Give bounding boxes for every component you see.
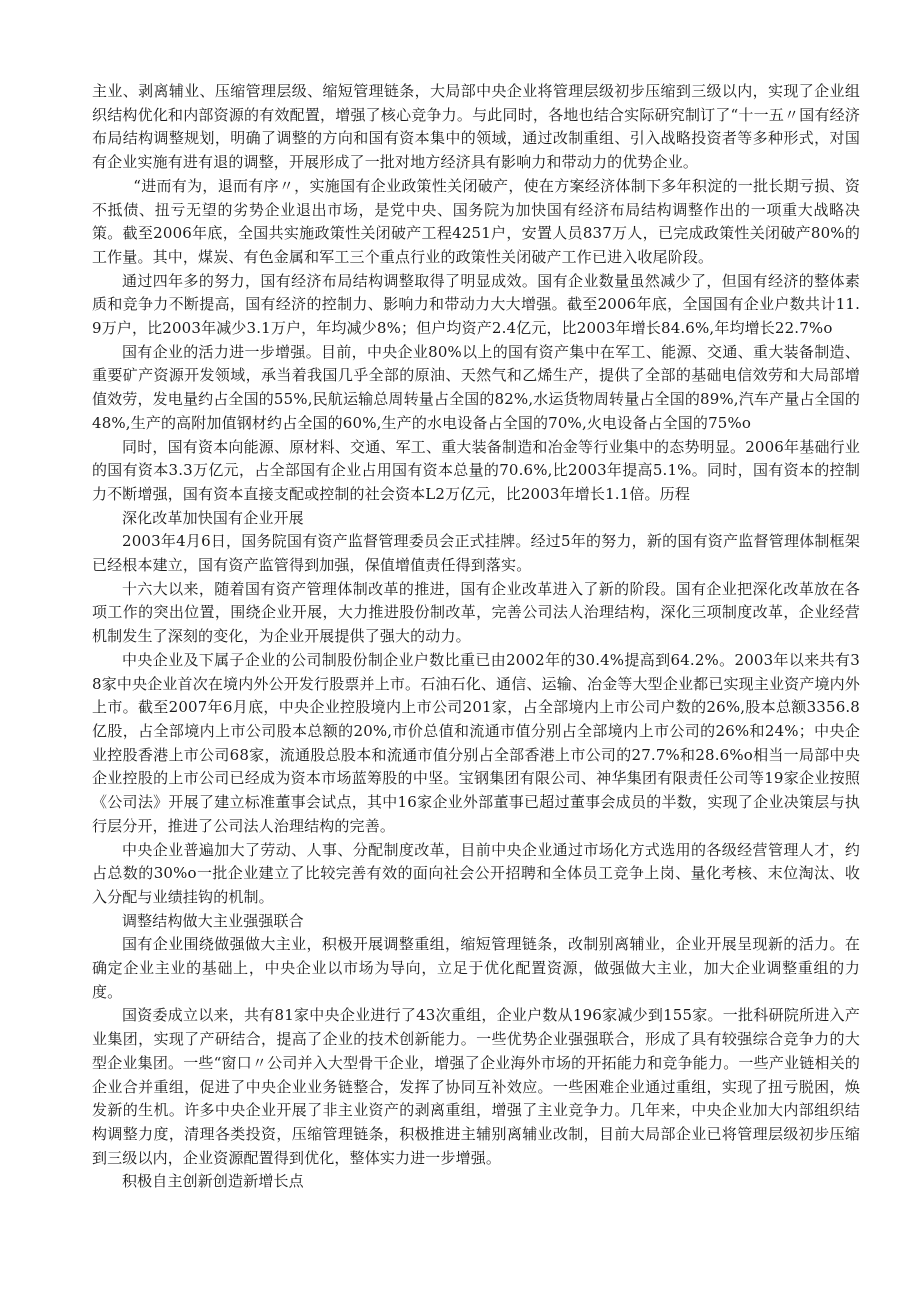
paragraph-continuation: 主业、剥离辅业、压缩管理层级、缩短管理链条，大局部中央企业将管理层级初步压缩到三级以内，实现了企业组织结构优化和内部资源的有效配置，增强了核心竞争力。与此同时，各地也结合实际研究制订了“十一五〃国有经济布局结构调整规划，明确了调整的方向和国有资本集中的领域，通过改制重组、引入战略投资者等多种形式，对国有企业实施有进有退的调整，开展形成了一批对地方经济具有影响力和带动力的优势企业。 <box>92 82 860 172</box>
section-heading-innovation: 积极自主创新创造新增长点 <box>122 1172 304 1191</box>
paragraph-shareholding-reform: 中央企业及下属子企业的公司制股份制企业户数比重已由2002年的30.4%提高到64.2%。2003年以来共有38家中央企业首次在境内外公开发行股票并上市。石油石化、通信、运输、冶金等大型企业都已实现主业资产境内外上市。截至2007年6月底，中央企业控股境内上市公司201家，占全部境内上市公司户数的26%,股本总额3356.8亿股，占全部境内上市公司股本总额的20%,市价总值和流通市值分别占全部境内上市公司的26%和24%；中央企业控股香港上市公司68家，流通股总股本和流通市值分别占全部香港上市公司的27.7%和28.6%o相当一局部中央企业控股的上市公司已经成为资本市场蓝筹股的中坚。宝钢集团有限公司、神华集团有限责任公司等19家企业按照《公司法》开展了建立标准董事会试点，其中16家企业外部董事已超过董事会成员的半数，实现了企业决策层与执行层分开，推进了公司法人治理结构的完善。 <box>92 650 860 835</box>
paragraph-reform-new-stage: 十六大以来，随着国有资产管理体制改革的推进，国有企业改革进入了新的阶段。国有企业把深化改革放在各项工作的突出位置，围绕企业开展，大力推进股份制改革，完善公司法人治理结构，深化三项制度改革，企业经营机制发生了深刻的变化，为企业开展提供了强大的动力。 <box>92 579 860 646</box>
document-page <box>92 80 860 1194</box>
paragraph-labor-reform: 中央企业普遍加大了劳动、人事、分配制度改革，目前中央企业通过市场化方式选用的各级经营管理人才，约占总数的30%o一批企业建立了比较完善有效的面向社会公开招聘和全体员工竞争上岗、量化考核、末位淘汰、收入分配与业绩挂钩的机制。 <box>92 840 860 906</box>
paragraph-sasac-established: 2003年4月6日，国务院国有资产监督管理委员会正式挂牌。经过5年的努力，新的国有资产监督管理体制框架已经根本建立，国有资产监管得到加强，保值增值责任得到落实。 <box>92 532 860 575</box>
paragraph-enterprise-vitality: 国有企业的活力进一步增强。目前，中央企业80%以上的国有资产集中在军工、能源、交通、重大装备制造、重要矿产资源开发领域，承当着我国几乎全部的原油、天然气和乙烯生产，提供了全部的基础电信效劳和大局部增值效劳，发电量约占全国的55%,民航运输总周转量占全国的82%,水运货物周转量占全国的89%,汽车产量占全国的48%,生产的高附加值钢材约占全国的60%,生产的水电设备占全国的70%,火电设备占全国的75%o <box>92 342 860 432</box>
paragraph-policy-bankruptcy: “进而有为，退而有序〃，实施国有企业政策性关闭破产，使在方案经济体制下多年积淀的一批长期亏损、资不抵债、扭亏无望的劣势企业退出市场，是党中央、国务院为加快国有经济布局结构调整作出的一项重大战略决策。截至2006年底，全国共实施政策性关闭破产工程4251户，安置人员837万人，已完成政策性关闭破产80%的工作量。其中，煤炭、有色金属和军工三个重点行业的政策性关闭破产工作已进入收尾阶段。 <box>92 176 860 266</box>
paragraph-capital-concentration: 同时，国有资本向能源、原材料、交通、军工、重大装备制造和冶金等行业集中的态势明显。2006年基础行业的国有资本3.3万亿元，占全部国有企业占用国有资本总量的70.6%,比2003年提高5.1%。同时，国有资本的控制力不断增强，国有资本直接支配或控制的社会资本L2万亿元，比2003年增长1.1倍。历程 <box>92 437 860 503</box>
paragraph-main-business: 国有企业围绕做强做大主业，积极开展调整重组，缩短管理链条，改制别离辅业，企业开展呈现新的活力。在确定企业主业的基础上，中央企业以市场为导向，立足于优化配置资源，做强做大主业，加大企业调整重组的力度。 <box>92 935 860 1001</box>
paragraph-mergers: 国资委成立以来，共有81家中央企业进行了43次重组，企业户数从196家减少到155家。一批科研院所进入产业集团，实现了产研结合，提高了企业的技术创新能力。一些优势企业强强联合，形成了具有较强综合竞争力的大型企业集团。一些“窗口〃公司并入大型骨干企业，增强了企业海外市场的开拓能力和竞争能力。一些产业链相关的企业合并重组，促进了中央企业业务链整合，发挥了协同互补效应。一些困难企业通过重组，实现了扭亏脱困，焕发新的生机。许多中央企业开展了非主业资产的剥离重组，增强了主业竞争力。几年来，中央企业加大内部组织结构调整力度，清理各类投资，压缩管理链条，积极推进主辅别离辅业改制，目前大局部企业已将管理层级初步压缩到三级以内，企业资源配置得到优化，整体实力进一步增强。 <box>92 1006 860 1167</box>
paragraph-adjustment-results: 通过四年多的努力，国有经济布局结构调整取得了明显成效。国有企业数量虽然减少了，但国有经济的整体素质和竞争力不断提高，国有经济的控制力、影响力和带动力大大增强。截至2006年底，全国国有企业户数共计11.9万户，比2003年减少3.1万户，年均减少8%；但户均资产2.4亿元，比2003年增长84.6%,年均增长22.7%o <box>92 271 860 338</box>
section-heading-restructure: 调整结构做大主业强强联合 <box>122 911 304 930</box>
section-heading-deepen-reform: 深化改革加快国有企业开展 <box>122 508 304 527</box>
